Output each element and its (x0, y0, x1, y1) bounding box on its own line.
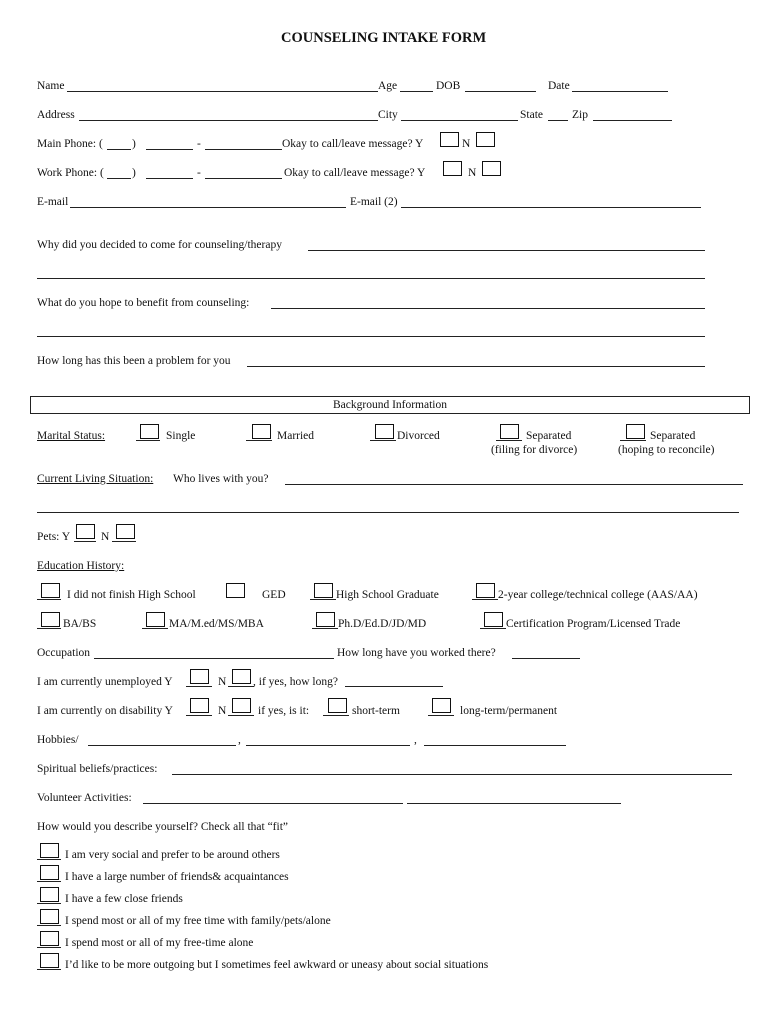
edu-2yr-line (472, 599, 498, 600)
describe-social-checkbox[interactable] (40, 843, 59, 858)
edu-ma-line (142, 628, 168, 629)
education-label: Education History: (37, 560, 125, 572)
marital-divorced-checkbox[interactable] (375, 424, 394, 439)
how-long-label: How long has this been a problem for you (37, 355, 231, 367)
name-label: Name (37, 80, 65, 92)
describe-family-time-checkbox[interactable] (40, 909, 59, 924)
edu-hs-grad-line (310, 599, 336, 600)
dob-label: DOB (436, 80, 461, 92)
state-label: State (520, 109, 543, 121)
hobbies-field-3[interactable] (424, 745, 566, 746)
occupation-field[interactable] (94, 658, 334, 659)
pets-label: Pets: Y (37, 531, 71, 543)
marital-separated-reconcile-line (620, 440, 646, 441)
describe-family-time-label: I spend most or all of my free time with family/pets/alone (65, 915, 331, 927)
how-long-worked-field[interactable] (512, 658, 580, 659)
how-long-worked-label: How long have you worked there? (337, 647, 496, 659)
marital-single-checkbox[interactable] (140, 424, 159, 439)
hobbies-comma-1: , (238, 734, 241, 746)
disability-long-line (428, 715, 454, 716)
edu-ged-label: GED (262, 589, 286, 601)
edu-ba-checkbox[interactable] (41, 612, 60, 627)
state-field[interactable] (548, 120, 568, 121)
main-phone-area[interactable] (107, 149, 131, 150)
hobbies-field-1[interactable] (88, 745, 236, 746)
work-phone-area[interactable] (107, 178, 131, 179)
why-counseling-field[interactable] (308, 250, 705, 251)
hope-benefit-field-2[interactable] (37, 336, 705, 337)
dob-field[interactable] (465, 91, 536, 92)
describe-outgoing-label: I’d like to be more outgoing but I sometimes feel awkward or uneasy about social situations (65, 959, 489, 971)
unemployed-yes-line (186, 686, 212, 687)
age-field[interactable] (400, 91, 433, 92)
marital-divorced-label: Divorced (397, 430, 440, 442)
pets-no-line (112, 541, 136, 542)
describe-line-3 (37, 903, 61, 904)
address-field[interactable] (79, 120, 378, 121)
marital-separated-reconcile-checkbox[interactable] (626, 424, 645, 439)
unemployed-n-label: N (218, 676, 227, 688)
work-phone-line[interactable] (205, 178, 282, 179)
describe-outgoing-checkbox[interactable] (40, 953, 59, 968)
unemployed-no-line (228, 686, 254, 687)
marital-separated-filing-label: Separated (526, 430, 572, 442)
edu-no-hs-line (37, 599, 61, 600)
unemployed-yes-checkbox[interactable] (190, 669, 209, 684)
describe-many-friends-checkbox[interactable] (40, 865, 59, 880)
unemployed-how-long-field[interactable] (345, 686, 443, 687)
edu-no-hs-label: I did not finish High School (67, 589, 196, 601)
edu-phd-line (312, 628, 338, 629)
describe-label: How would you describe yourself? Check all that “fit” (37, 821, 289, 833)
describe-alone-label: I spend most or all of my free-time alone (65, 937, 254, 949)
edu-phd-label: Ph.D/Ed.D/JD/MD (338, 618, 427, 630)
work-ok-n-label: N (468, 167, 477, 179)
edu-hs-grad-label: High School Graduate (336, 589, 439, 601)
marital-married-checkbox[interactable] (252, 424, 271, 439)
form-title: COUNSELING INTAKE FORM (281, 30, 487, 46)
zip-label: Zip (572, 109, 588, 121)
email2-label: E-mail (2) (350, 196, 398, 208)
unemployed-follow-label: , if yes, how long? (253, 676, 338, 688)
who-lives-field[interactable] (285, 484, 743, 485)
hobbies-field-2[interactable] (246, 745, 410, 746)
city-label: City (378, 109, 398, 121)
date-label: Date (548, 80, 570, 92)
volunteer-field-2[interactable] (407, 803, 621, 804)
describe-line-6 (37, 969, 61, 970)
edu-cert-label: Certification Program/Licensed Trade (506, 618, 681, 630)
describe-line-2 (37, 881, 61, 882)
spiritual-label: Spiritual beliefs/practices: (37, 763, 158, 775)
who-lives-label: Who lives with you? (173, 473, 269, 485)
email2-field[interactable] (401, 207, 701, 208)
main-ok-label: Okay to call/leave message? Y (282, 138, 424, 150)
marital-separated-reconcile-sub: (hoping to reconcile) (618, 444, 715, 456)
spiritual-field[interactable] (172, 774, 732, 775)
describe-line-4 (37, 925, 61, 926)
date-field[interactable] (572, 91, 668, 92)
how-long-field[interactable] (247, 366, 705, 367)
main-ok-yes-checkbox[interactable] (440, 132, 459, 147)
hobbies-comma-2: , (414, 734, 417, 746)
edu-cert-checkbox[interactable] (484, 612, 503, 627)
edu-ged-checkbox[interactable] (226, 583, 245, 598)
edu-ma-label: MA/M.ed/MS/MBA (169, 618, 264, 630)
edu-hs-grad-checkbox[interactable] (314, 583, 333, 598)
volunteer-field-1[interactable] (143, 803, 403, 804)
name-field[interactable] (67, 91, 378, 92)
marital-separated-filing-sub: (filing for divorce) (491, 444, 578, 456)
marital-separated-reconcile-label: Separated (650, 430, 696, 442)
pets-no-checkbox[interactable] (116, 524, 135, 539)
work-ok-yes-checkbox[interactable] (443, 161, 462, 176)
describe-social-label: I am very social and prefer to be around others (65, 849, 280, 861)
pets-yes-checkbox[interactable] (76, 524, 95, 539)
main-phone-line[interactable] (205, 149, 282, 150)
describe-many-friends-label: I have a large number of friends& acquaintances (65, 871, 289, 883)
city-field[interactable] (401, 120, 518, 121)
who-lives-field-2[interactable] (37, 512, 739, 513)
marital-separated-filing-line (496, 440, 522, 441)
volunteer-label: Volunteer Activities: (37, 792, 132, 804)
hope-benefit-label: What do you hope to benefit from counseling: (37, 297, 250, 309)
email-label: E-mail (37, 196, 69, 208)
living-situation-label: Current Living Situation: (37, 473, 154, 485)
work-ok-no-checkbox[interactable] (482, 161, 501, 176)
main-phone-prefix[interactable] (146, 149, 193, 150)
describe-line-5 (37, 947, 61, 948)
age-label: Age (378, 80, 398, 92)
zip-field[interactable] (593, 120, 672, 121)
disability-no-line (228, 715, 254, 716)
pets-yes-line (74, 541, 96, 542)
edu-2yr-checkbox[interactable] (476, 583, 495, 598)
main-phone-paren: ) (132, 138, 136, 150)
describe-line-1 (37, 859, 61, 860)
work-phone-dash: - (197, 167, 201, 179)
marital-single-line (136, 440, 160, 441)
disability-follow-label: if yes, is it: (258, 705, 310, 717)
background-header-text: Background Information (332, 399, 447, 411)
hope-benefit-field[interactable] (271, 308, 705, 309)
address-label: Address (37, 109, 75, 121)
main-ok-no-checkbox[interactable] (476, 132, 495, 147)
unemployed-no-checkbox[interactable] (232, 669, 251, 684)
disability-short-label: short-term (352, 705, 400, 717)
marital-separated-filing-checkbox[interactable] (500, 424, 519, 439)
edu-cert-line (480, 628, 506, 629)
email-field[interactable] (70, 207, 346, 208)
work-ok-label: Okay to call/leave message? Y (284, 167, 426, 179)
marital-married-label: Married (277, 430, 315, 442)
describe-few-friends-checkbox[interactable] (40, 887, 59, 902)
main-phone-label: Main Phone: ( (37, 138, 103, 150)
edu-no-hs-checkbox[interactable] (41, 583, 60, 598)
disability-no-checkbox[interactable] (232, 698, 251, 713)
marital-single-label: Single (166, 430, 196, 442)
describe-few-friends-label: I have a few close friends (65, 893, 183, 905)
unemployed-label: I am currently unemployed Y (37, 676, 173, 688)
why-counseling-field-2[interactable] (37, 278, 705, 279)
pets-n-label: N (101, 531, 110, 543)
marital-status-label: Marital Status: (37, 430, 106, 442)
marital-divorced-line (370, 440, 396, 441)
edu-2yr-label: 2-year college/technical college (AAS/AA) (498, 589, 698, 601)
work-phone-paren: ) (132, 167, 136, 179)
describe-alone-checkbox[interactable] (40, 931, 59, 946)
disability-long-checkbox[interactable] (432, 698, 451, 713)
edu-ba-label: BA/BS (63, 618, 97, 630)
work-phone-prefix[interactable] (146, 178, 193, 179)
marital-married-line (246, 440, 272, 441)
disability-long-label: long-term/permanent (460, 705, 558, 717)
disability-label: I am currently on disability Y (37, 705, 173, 717)
work-phone-label: Work Phone: ( (37, 167, 104, 179)
occupation-label: Occupation (37, 647, 91, 659)
main-phone-dash: - (197, 138, 201, 150)
main-ok-n-label: N (462, 138, 471, 150)
edu-ma-checkbox[interactable] (146, 612, 165, 627)
edu-ba-line (37, 628, 61, 629)
hobbies-label: Hobbies/ (37, 734, 79, 746)
disability-short-checkbox[interactable] (328, 698, 347, 713)
edu-phd-checkbox[interactable] (316, 612, 335, 627)
background-section-header (30, 396, 750, 414)
why-counseling-label: Why did you decided to come for counseling/therapy (37, 239, 282, 251)
disability-short-line (323, 715, 349, 716)
disability-yes-checkbox[interactable] (190, 698, 209, 713)
disability-n-label: N (218, 705, 227, 717)
disability-yes-line (186, 715, 212, 716)
